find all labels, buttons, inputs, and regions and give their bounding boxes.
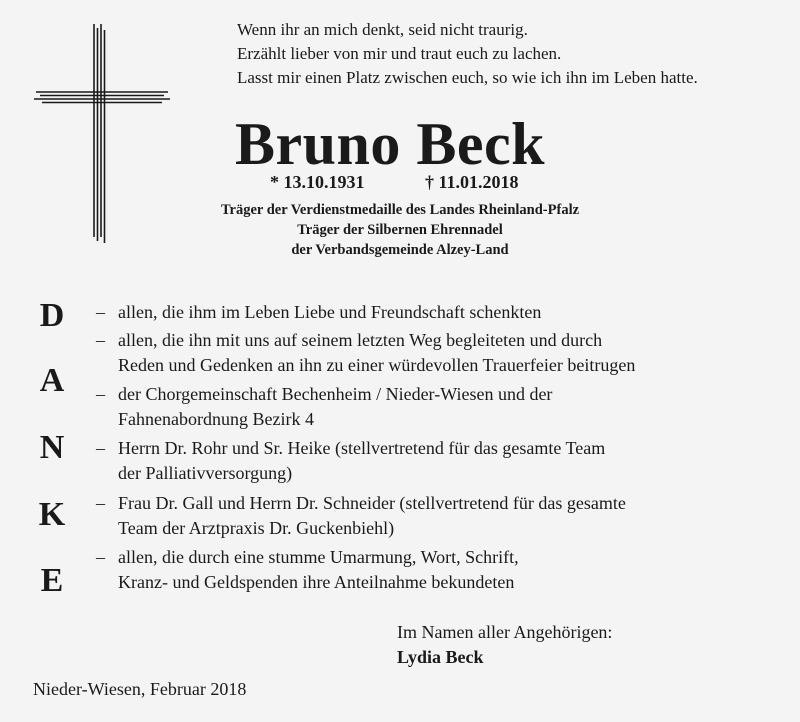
signature-intro: Im Namen aller Angehörigen: — [397, 622, 613, 642]
list-dash: – — [96, 302, 105, 322]
honor-line: der Verbandsgemeinde Alzey-Land — [291, 242, 509, 258]
signature-block — [397, 620, 612, 670]
list-item-line: allen, die ihm im Leben Liebe und Freundschaft schenkten — [118, 302, 542, 322]
danke-letter: N — [39, 429, 65, 466]
poem-line: Lasst mir einen Platz zwischen euch, so wie ich ihn im Leben hatte. — [237, 68, 698, 87]
list-item-line: Frau Dr. Gall und Herrn Dr. Schneider (stellvertretend für das gesamte — [118, 493, 626, 513]
poem-line: Erzählt lieber von mir und traut euch zu lachen. — [237, 44, 562, 63]
list-dash: – — [96, 438, 105, 458]
list-item-line: der Chorgemeinschaft Bechenheim / Nieder-Wiesen und der — [118, 384, 553, 404]
danke-letter: K — [38, 496, 66, 533]
honor-line: Träger der Silbernen Ehrennadel — [297, 222, 503, 238]
list-item-line: Herrn Dr. Rohr und Sr. Heike (stellvertretend für das gesamte Team — [118, 438, 606, 458]
list-item-line: allen, die durch eine stumme Umarmung, Wort, Schrift, — [118, 547, 519, 567]
birth-date: * 13.10.1931 — [270, 172, 365, 192]
danke-letter: D — [39, 297, 65, 334]
place-and-date: Nieder-Wiesen, Februar 2018 — [33, 679, 247, 699]
honor-line: Träger der Verdienstmedaille des Landes Rheinland-Pfalz — [220, 202, 580, 218]
danke-letter: E — [40, 562, 64, 599]
signer-name: Lydia Beck — [397, 647, 484, 667]
list-item-line: Team der Arztpraxis Dr. Guckenbiehl) — [118, 518, 395, 538]
list-dash: – — [96, 493, 105, 513]
list-item-line: der Palliativversorgung) — [118, 463, 293, 483]
deceased-name: Bruno Beck — [235, 111, 546, 177]
list-item-line: Fahnenabordnung Bezirk 4 — [118, 409, 314, 429]
list-dash: – — [96, 547, 105, 567]
death-date: † 11.01.2018 — [425, 172, 519, 192]
honors — [150, 200, 650, 260]
danke-letter: A — [39, 362, 65, 399]
list-item-line: Kranz- und Geldspenden ihre Anteilnahme bekundeten — [118, 572, 515, 592]
list-item-line: allen, die ihn mit uns auf seinem letzten Weg begleiteten und durch — [118, 330, 603, 350]
list-dash: – — [96, 384, 105, 404]
list-dash: – — [96, 330, 105, 350]
poem-line: Wenn ihr an mich denkt, seid nicht traurig. — [237, 20, 528, 39]
list-item-line: Reden und Gedenken an ihn zu einer würdevollen Trauerfeier beitrugen — [118, 355, 636, 375]
poem — [237, 18, 698, 90]
